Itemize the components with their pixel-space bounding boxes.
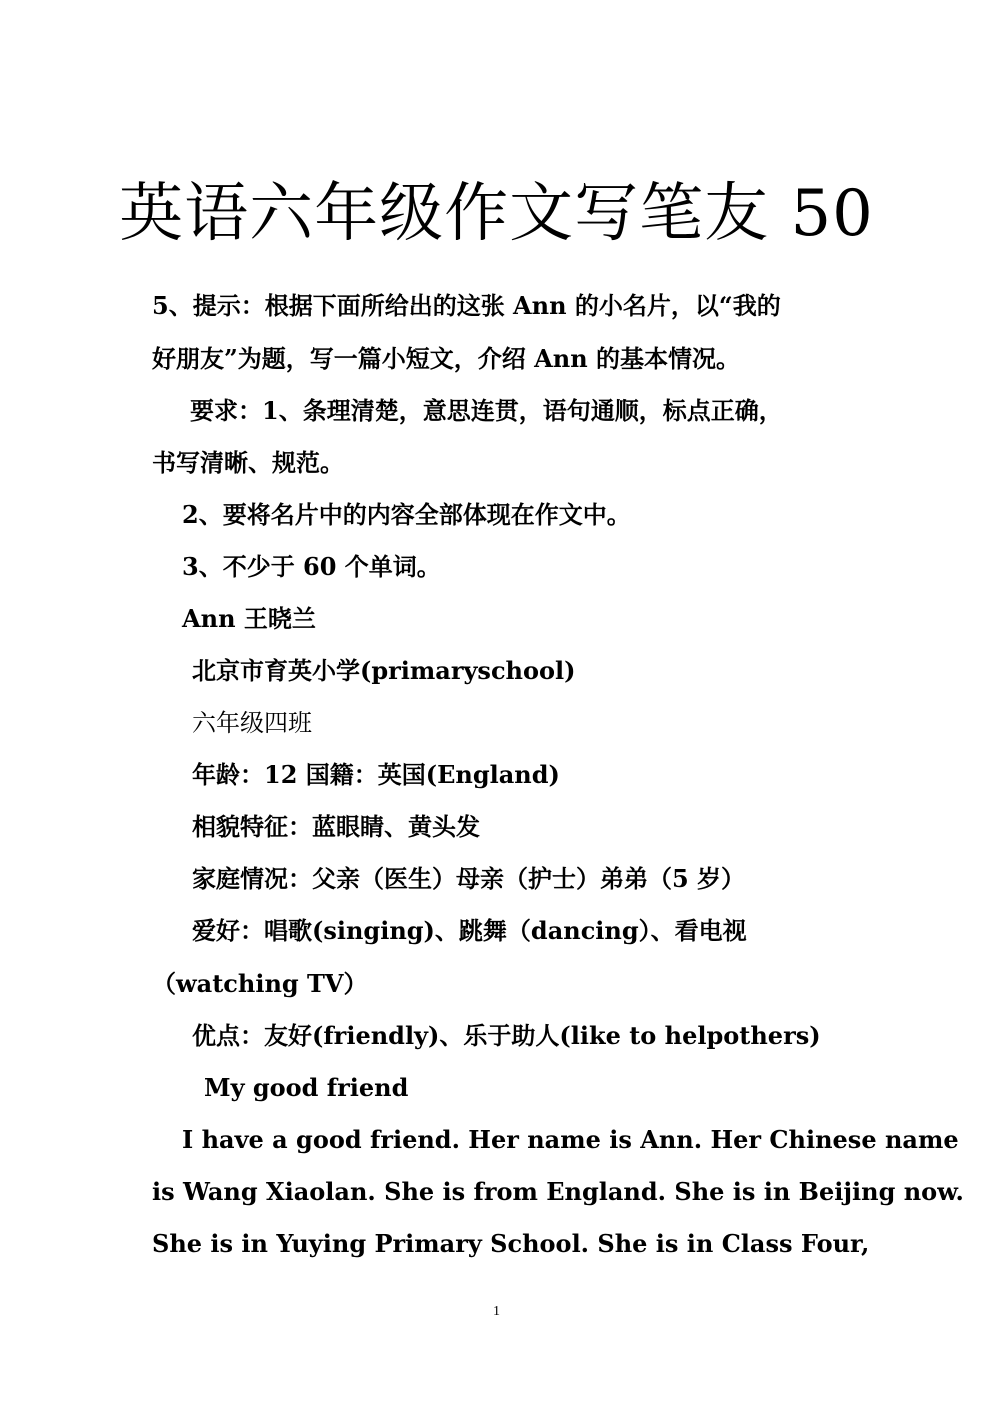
card-age-nationality: 年龄：12 国籍：英国(England) xyxy=(192,760,560,789)
requirement-line-3: 3、不少于 60 个单词。 xyxy=(182,552,441,581)
card-name: Ann 王晓兰 xyxy=(182,604,316,633)
requirement-line-1b: 书写清晰、规范。 xyxy=(152,448,344,477)
card-class: 六年级四班 xyxy=(192,709,312,737)
card-school: 北京市育英小学(primaryschool) xyxy=(192,656,576,685)
essay-line-3: She is in Yuying Primary School. She is in Class Four, xyxy=(152,1229,870,1258)
card-strengths: 优点：友好(friendly)、乐于助人(like to helpothers) xyxy=(192,1021,821,1050)
prompt-line-1: 5、提示：根据下面所给出的这张 Ann 的小名片，以“我的 xyxy=(152,291,781,320)
document-title: 英语六年级作文写笔友 50 xyxy=(119,177,874,251)
requirement-line-1: 要求：1、条理清楚，意思连贯，语句通顺，标点正确， xyxy=(190,396,783,425)
requirement-line-2: 2、要将名片中的内容全部体现在作文中。 xyxy=(182,500,631,529)
card-appearance: 相貌特征：蓝眼睛、黄头发 xyxy=(192,812,480,841)
essay-line-1: I have a good friend. Her name is Ann. Her Chinese name xyxy=(182,1125,959,1154)
card-hobbies-line-1: 爱好：唱歌(singing)、跳舞（dancing）、看电视 xyxy=(192,916,747,945)
card-family: 家庭情况：父亲（医生）母亲（护士）弟弟（5 岁） xyxy=(192,864,746,893)
card-hobbies-line-2: （watching TV） xyxy=(152,969,368,998)
page-number: 1 xyxy=(493,1304,500,1319)
essay-heading: My good friend xyxy=(204,1073,409,1102)
prompt-line-2: 好朋友”为题，写一篇小短文，介绍 Ann 的基本情况。 xyxy=(152,344,741,373)
essay-line-2: is Wang Xiaolan. She is from England. She is in Beijing now. xyxy=(152,1177,964,1206)
